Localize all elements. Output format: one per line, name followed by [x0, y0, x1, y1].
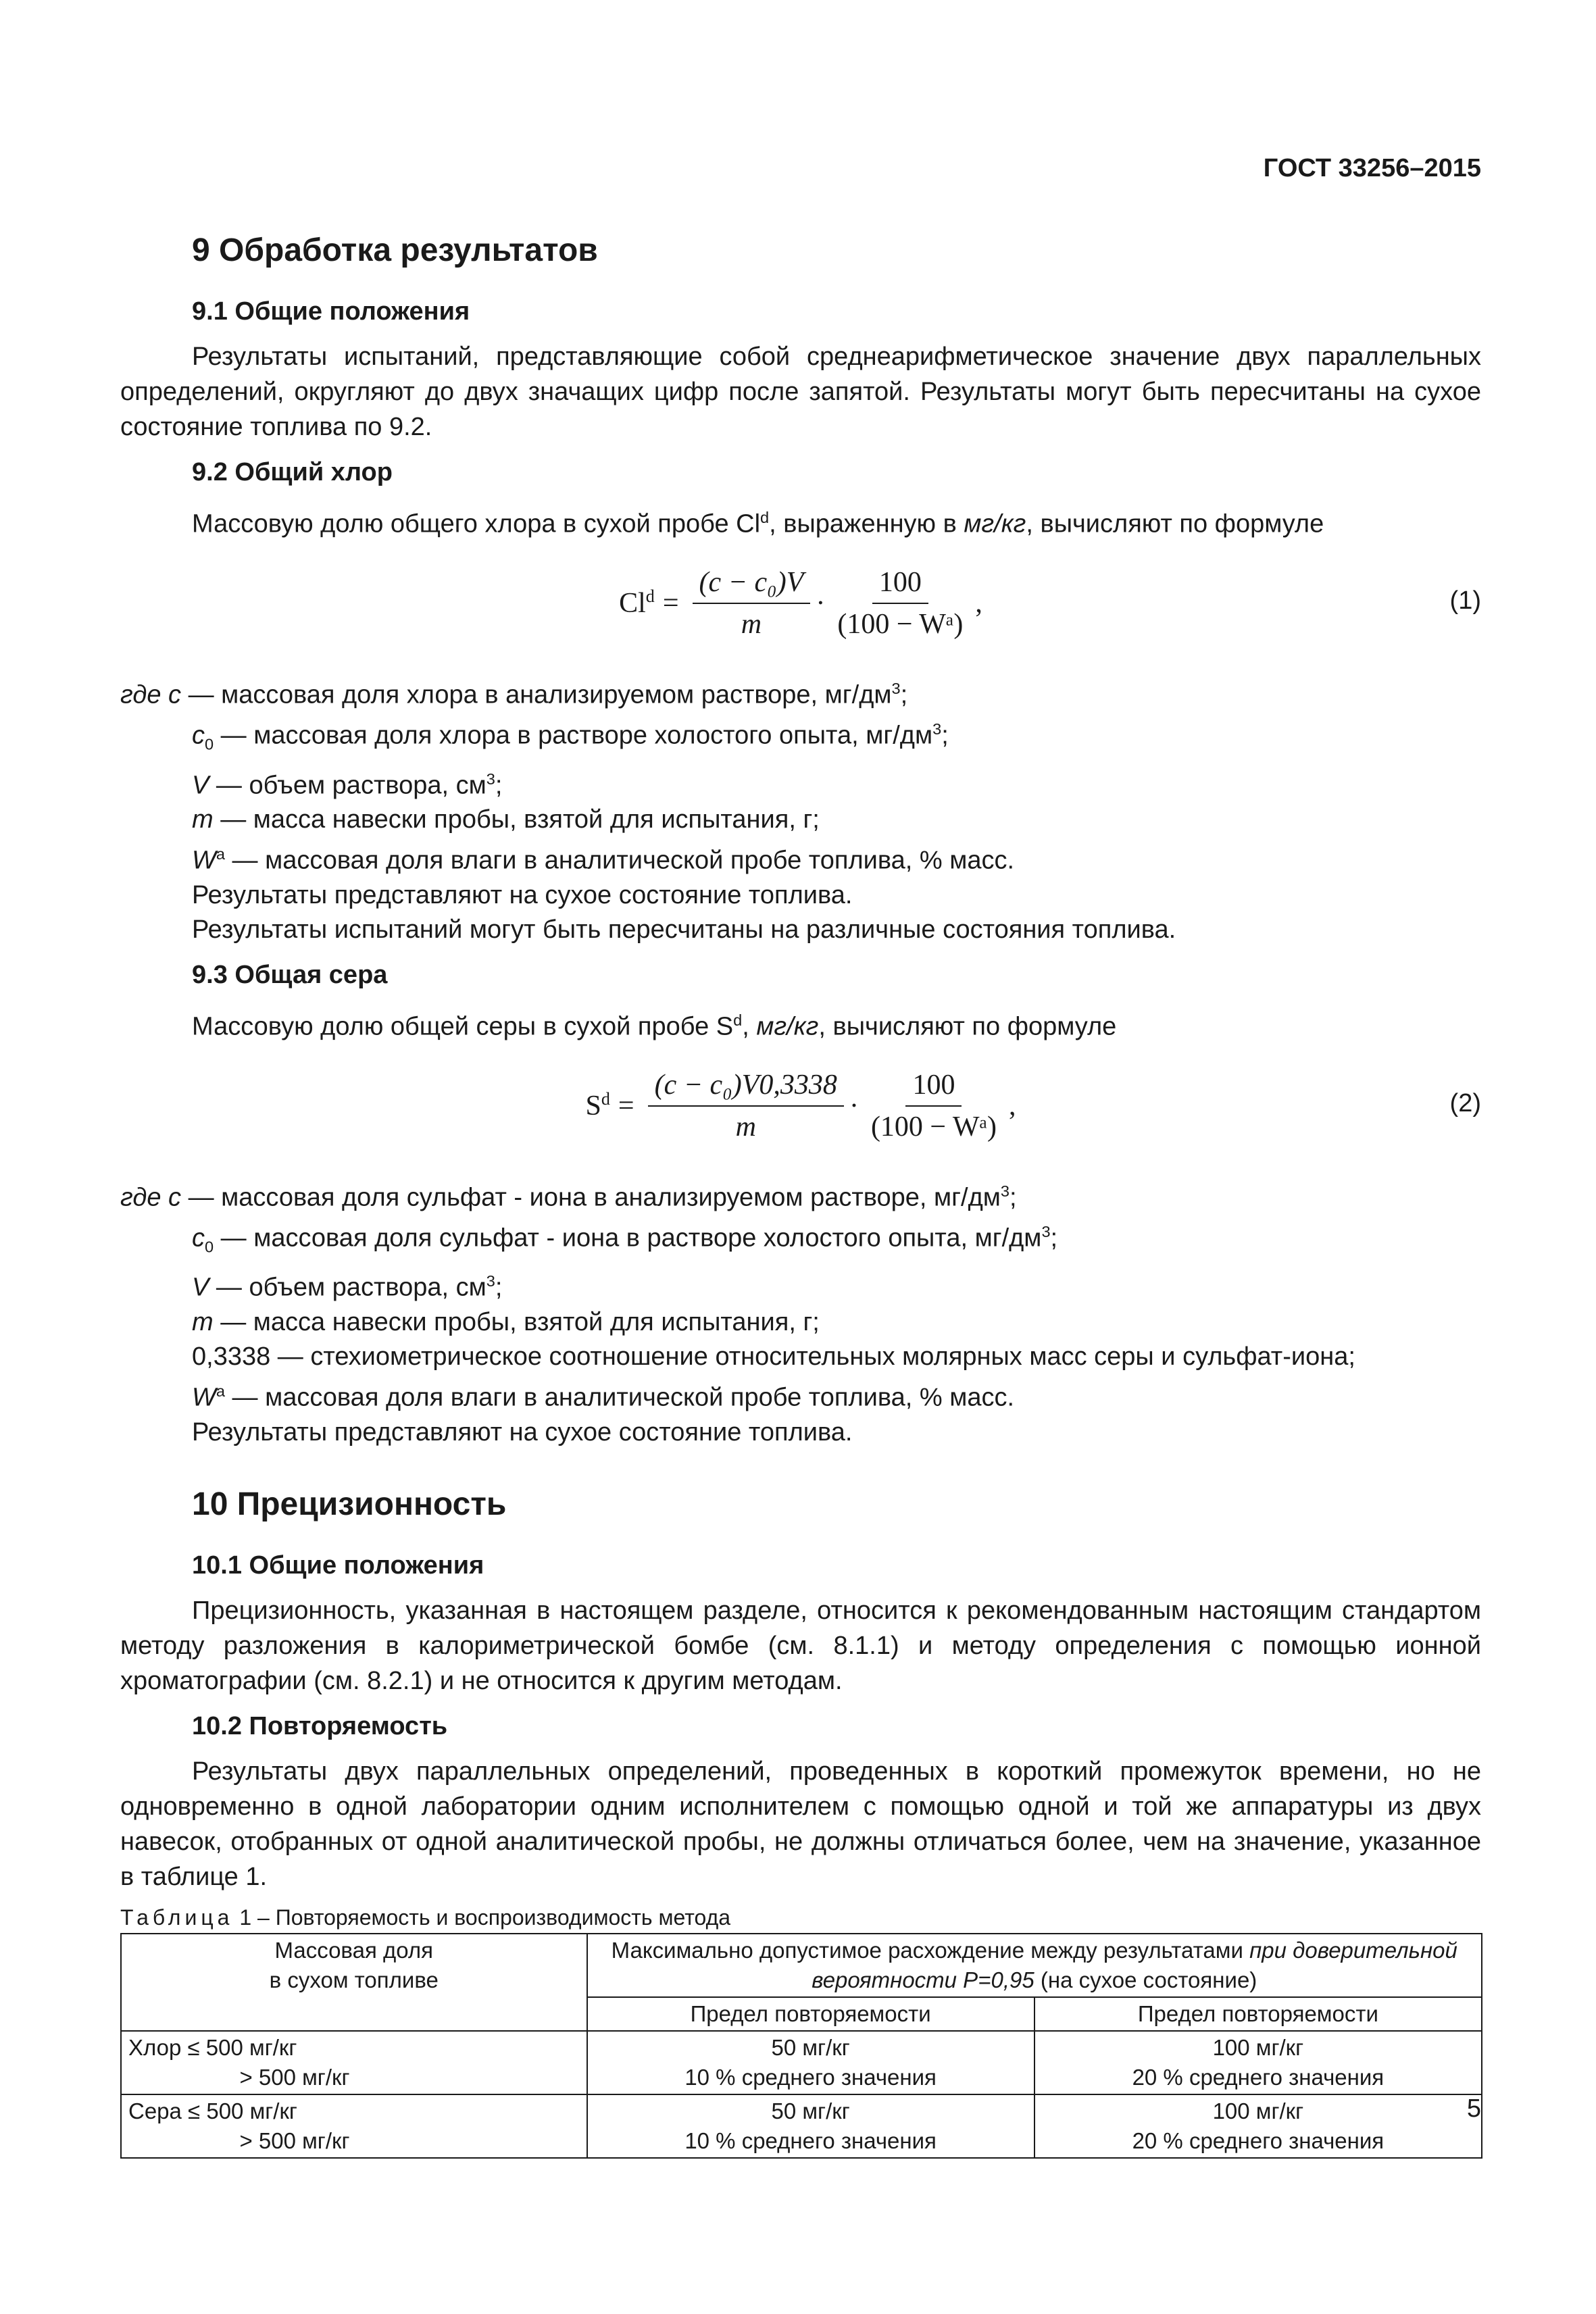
formula-1-number: (1)	[1449, 586, 1481, 615]
where-item: $W^a$ — массовая доля влаги в аналитической пробе топлива, % масс.	[192, 845, 1015, 875]
section-10-1-title: 10.1 Общие положения	[192, 1551, 484, 1580]
section-9-2-intro: Массовую долю общего хлора в сухой пробе Cl$^d$, выраженную в мг/кг, вычисляют по формуле	[192, 509, 1324, 538]
note: Результаты представляют на сухое состояние топлива.	[192, 1417, 853, 1447]
table-1	[120, 1933, 1482, 2159]
document-number-header: ГОСТ 33256–2015	[1263, 154, 1481, 182]
formula-2-lhs: $S^d$	[585, 1089, 610, 1122]
formula-2-fraction-a: $\frac{\text{(c − c₀)V0,3338}}{m}$	[648, 1069, 844, 1143]
page-number: 5	[1466, 2094, 1481, 2123]
table-cell: 100 мг/кг 20 % среднего значения	[1034, 2031, 1482, 2094]
note: Результаты испытаний могут быть пересчитаны на различные состояния топлива.	[192, 915, 1176, 944]
table-subheader-2: Предел повторяемости	[1034, 1997, 1482, 2031]
section-9-2-title: 9.2 Общий хлор	[192, 458, 393, 486]
table-cell: 50 мг/кг 10 % среднего значения	[587, 2031, 1034, 2094]
where-item: V — объем раствора, $см^3$;	[192, 1272, 503, 1303]
where-item: 0,3338 — стехиометрическое соотношение относительных молярных масс серы и сульфат-иона;	[192, 1342, 1355, 1372]
table-row	[121, 2094, 1482, 2158]
section-10-2-text: Результаты двух параллельных определений, проведенных в короткий промежуток времени, но не одновременно в одной лаборатории одним исполнителем с помощью одной и той же аппаратуры из двух навесок, отобранных от одной аналитической пробы, не должны отличаться более, чем на значение, указанное в таблице 1.	[120, 1757, 1481, 1891]
table-header-row	[121, 1934, 1482, 1997]
where-item: V — объем раствора, $см^3$;	[192, 770, 503, 800]
formula-2-where-list	[120, 1174, 1481, 1450]
section-9-3-title: 9.3 Общая сера	[192, 960, 388, 989]
table-header-max-discrepancy: Максимально допустимое расхождение между результатами при доверительной вероятности P=0,95 (на сухое состояние)	[587, 1934, 1482, 1997]
table-header-mass-fraction: Массовая доля в сухом топливе	[121, 1934, 587, 2031]
where-item: $c_0$ — массовая доля сульфат - иона в растворе холостого опыта, $мг/дм^3$;	[192, 1223, 1058, 1256]
table-cell: 100 мг/кг 20 % среднего значения	[1034, 2094, 1482, 2158]
section-9-3-intro: Массовую долю общей серы в сухой пробе $S^d$, мг/кг, вычисляют по формуле	[192, 1011, 1117, 1041]
formula-1-lhs: Cl$^d$	[619, 586, 655, 620]
section-9-title: 9 Обработка результатов	[192, 232, 598, 268]
section-10-2-title: 10.2 Повторяемость	[192, 1711, 448, 1740]
formula-2-number: (2)	[1449, 1088, 1481, 1117]
formula-2: $S^d$ = $\frac{\text{(c − c₀)V0,3338}}{m}$ · $\frac{100}{\text{(100 − Wᵃ)}}$ , (2)	[585, 1069, 1481, 1142]
where-item: $W^a$ — массовая доля влаги в аналитической пробе топлива, % масс.	[192, 1382, 1015, 1412]
section-9-1-title: 9.1 Общие положения	[192, 297, 470, 326]
where-item: где c — массовая доля хлора в анализируемом растворе, $мг/дм^3$;	[120, 679, 908, 709]
section-10-title: 10 Прецизионность	[192, 1486, 507, 1522]
table-row	[121, 2031, 1482, 2094]
formula-1: Cl$^d$ = $\frac{\text{(c − c₀)V}}{m}$ · $\frac{100}{\text{(100 − Wᵃ)}}$ , (1)	[619, 566, 1481, 640]
table-subheader-1: Предел повторяемости	[587, 1997, 1034, 2031]
note: Результаты представляют на сухое состояние топлива.	[192, 880, 853, 909]
where-item: m — масса навески пробы, взятой для испытания, г;	[192, 1308, 820, 1337]
table-1-caption: Таблица 1 – Повторяемость и воспроизводимость метода	[120, 1905, 731, 1930]
formula-2-fraction-b: $\frac{100}{\text{(100 − Wᵃ)}}$	[870, 1069, 997, 1142]
formula-1-fraction-a: $\frac{\text{(c − c₀)V}}{m}$	[693, 566, 811, 640]
where-item: $c_0$ — массовая доля хлора в растворе холостого опыта, $мг/дм^3$;	[192, 720, 949, 753]
formula-1-where-list	[120, 672, 1481, 947]
section-10-1-text: Прецизионность, указанная в настоящем разделе, относится к рекомендованным настоящим стандартом методу разложения в калориметрической бомбе (см. 8.1.1) и методу определения с помощью ионной хроматографии (см. 8.2.1) и не относится к другим методам.	[120, 1596, 1481, 1695]
where-item: m — масса навески пробы, взятой для испытания, г;	[192, 805, 820, 834]
table-cell-label: Сера ≤ 500 мг/кг > 500 мг/кг	[121, 2094, 587, 2158]
formula-1-fraction-b: $\frac{100}{\text{(100 − Wᵃ)}}$	[837, 566, 964, 640]
table-cell-label: Хлор ≤ 500 мг/кг > 500 мг/кг	[121, 2031, 587, 2094]
page-content	[120, 230, 1481, 2159]
table-cell: 50 мг/кг 10 % среднего значения	[587, 2094, 1034, 2158]
section-9-1-text: Результаты испытаний, представляющие собой среднеарифметическое значение двух параллельных определений, округляют до двух значащих цифр после запятой. Результаты могут быть пересчитаны на сухое состояние топлива по 9.2.	[120, 343, 1481, 441]
where-item: где c — массовая доля сульфат - иона в анализируемом растворе, $мг/дм^3$;	[120, 1182, 1017, 1212]
